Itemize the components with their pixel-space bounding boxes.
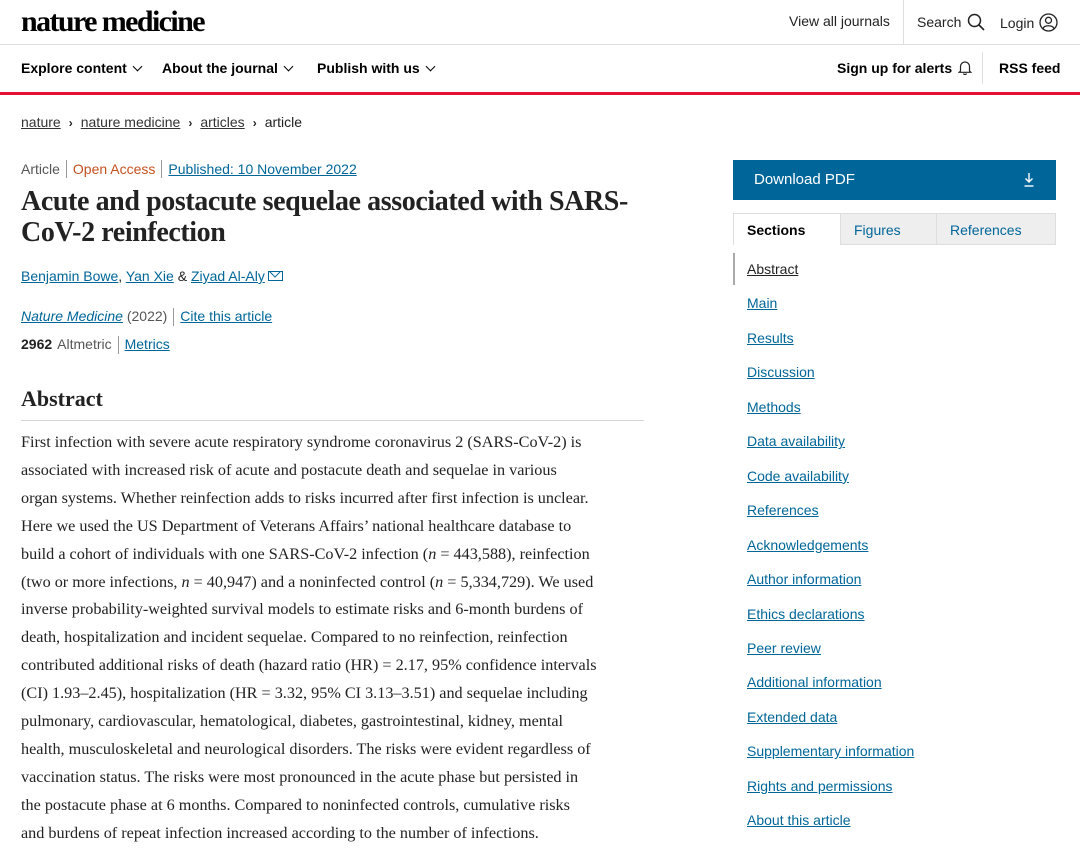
abstract-line: Here we used the US Department of Veterans Affairs’ national healthcare database to (21, 516, 572, 535)
tab-sections[interactable]: Sections (733, 213, 840, 245)
breadcrumb-current: article (264, 114, 303, 130)
abstract-text (21, 429, 647, 848)
search-label: Search (917, 14, 962, 30)
header-rule (0, 44, 1080, 45)
nav-explore-content[interactable] (21, 60, 141, 76)
breadcrumb-nature-medicine[interactable]: nature medicine (80, 114, 181, 130)
section-link-peer-review[interactable]: Peer review (747, 639, 821, 656)
download-pdf-button[interactable] (733, 160, 1056, 200)
abstract-rule (21, 420, 644, 421)
login-label: Login (1000, 15, 1035, 31)
abstract-line: organ systems. Whether reinfection adds to risks incurred after first infection is unclear. (21, 488, 589, 507)
sidebar-tabs (733, 213, 1056, 245)
tab-figures[interactable]: Figures (840, 213, 937, 245)
author-link[interactable]: Benjamin Bowe (21, 268, 119, 284)
journal-info (21, 308, 272, 326)
section-link-about-this-article[interactable]: About this article (747, 812, 851, 829)
open-access-badge: Open Access (72, 161, 156, 177)
altmetric-count: 2962 (21, 336, 53, 352)
nav-publish-with-us[interactable] (317, 60, 434, 76)
breadcrumb-chevron-icon: › (252, 116, 257, 130)
abstract-line: contributed additional risks of death (hazard ratio (HR) = 2.17, 95% confidence intervals (21, 656, 597, 675)
author-link[interactable]: Yan Xie (125, 268, 174, 284)
abstract-line: (CI) 1.93–2.45), hospitalization (HR = 3.32, 95% CI 3.13–3.51) and sequelae including (21, 684, 588, 703)
section-link-acknowledgements[interactable]: Acknowledgements (747, 536, 869, 553)
journal-year: (2022) (126, 308, 168, 324)
altmetric-info (21, 336, 170, 354)
abstract-line: build a cohort of individuals with one SARS-CoV-2 infection (n = 443,588), reinfection (21, 544, 590, 563)
nav-divider (982, 52, 983, 84)
abstract-line: First infection with severe acute respiratory syndrome coronavirus 2 (SARS-CoV-2) is (21, 433, 582, 451)
author-amp: & (177, 268, 188, 284)
breadcrumb-articles[interactable]: articles (200, 114, 245, 130)
chevron-down-icon (425, 62, 435, 72)
metrics-link[interactable]: Metrics (124, 336, 170, 352)
login-button[interactable] (1000, 13, 1058, 32)
nav-publish-label: Publish with us (317, 60, 420, 76)
abstract-heading: Abstract (21, 386, 103, 411)
section-link-extended-data[interactable]: Extended data (747, 708, 838, 725)
section-link-main[interactable]: Main (747, 295, 778, 312)
chevron-down-icon (283, 62, 293, 72)
section-link-results[interactable]: Results (747, 329, 794, 346)
abstract-line: inverse probability-weighted survival models to estimate risks and 6-month burdens of (21, 600, 583, 619)
chevron-down-icon (132, 62, 142, 72)
nav-about-journal[interactable] (162, 60, 292, 76)
section-link-methods[interactable]: Methods (747, 398, 801, 415)
user-icon (1039, 13, 1058, 32)
published-date-link[interactable]: Published: 10 November 2022 (168, 161, 357, 177)
sign-up-alerts-button[interactable] (837, 60, 972, 76)
section-link-author-information[interactable]: Author information (747, 571, 862, 588)
section-link-abstract[interactable]: Abstract (747, 261, 799, 277)
abstract-line: the postacute phase at 6 months. Compared to noninfected controls, cumulative risks (21, 795, 570, 814)
section-link-rights-and-permissions[interactable]: Rights and permissions (747, 777, 893, 794)
breadcrumb (21, 114, 302, 130)
meta-divider (173, 308, 174, 326)
section-link-code-availability[interactable]: Code availability (747, 467, 849, 484)
rss-feed-link[interactable]: RSS feed (999, 60, 1061, 76)
abstract-line: pulmonary, cardiovascular, hematological, diabetes, gastrointestinal, kidney, mental (21, 712, 564, 731)
section-link-discussion[interactable]: Discussion (747, 364, 815, 381)
breadcrumb-chevron-icon: › (68, 116, 73, 130)
breadcrumb-nature[interactable]: nature (21, 114, 61, 130)
article-title: Acute and postacute sequelae associated with SARS-CoV-2 reinfection (21, 186, 628, 248)
section-link-data-availability[interactable]: Data availability (747, 433, 846, 450)
article-meta (21, 161, 357, 179)
abstract-line: vaccination status. The risks were most pronounced in the acute phase but persisted in (21, 767, 579, 786)
section-link-supplementary-information[interactable]: Supplementary information (747, 743, 915, 760)
abstract-line: associated with increased risk of acute and postacute death and sequelae in various (21, 460, 557, 479)
abstract-line: (two or more infections, n = 40,947) and a noninfected control (n = 5,334,729). We used (21, 572, 594, 591)
author-list: Benjamin Bowe, Yan Xie & Ziyad Al-Aly (21, 268, 283, 284)
search-icon (967, 13, 985, 31)
abstract-line: death, hospitalization and incident sequelae. Compared to no reinfection, reinfection (21, 628, 568, 647)
email-icon[interactable] (268, 271, 283, 281)
section-link-ethics-declarations[interactable]: Ethics declarations (747, 605, 865, 622)
breadcrumb-chevron-icon: › (188, 116, 193, 130)
alerts-label: Sign up for alerts (837, 60, 953, 76)
nav-about-label: About the journal (162, 60, 278, 76)
nav-explore-label: Explore content (21, 60, 127, 76)
tab-references[interactable]: References (936, 213, 1056, 245)
download-pdf-label: Download PDF (754, 171, 855, 188)
header-accent-bar (0, 92, 1080, 95)
header-divider (903, 0, 904, 44)
cite-article-link[interactable]: Cite this article (180, 308, 273, 324)
section-link-references[interactable]: References (747, 502, 819, 519)
active-section-indicator (733, 253, 735, 285)
author-link[interactable]: Ziyad Al-Aly (190, 268, 265, 284)
altmetric-label: Altmetric (57, 336, 112, 352)
section-link-additional-information[interactable]: Additional information (747, 674, 882, 691)
site-logo[interactable]: nature medicine (21, 5, 204, 38)
article-type: Article (21, 161, 60, 177)
meta-divider (161, 160, 162, 178)
meta-divider (66, 160, 67, 178)
download-icon (1024, 173, 1034, 187)
view-all-journals-link[interactable]: View all journals (789, 13, 890, 29)
search-button[interactable] (917, 13, 985, 31)
journal-name-link[interactable]: Nature Medicine (21, 308, 123, 324)
bell-icon (958, 60, 972, 75)
abstract-line: and burdens of repeat infection increased according to the number of infections. (21, 823, 539, 842)
abstract-line: health, musculoskeletal and neurological disorders. The risks were evident regardless of (21, 739, 591, 758)
meta-divider (118, 336, 119, 354)
